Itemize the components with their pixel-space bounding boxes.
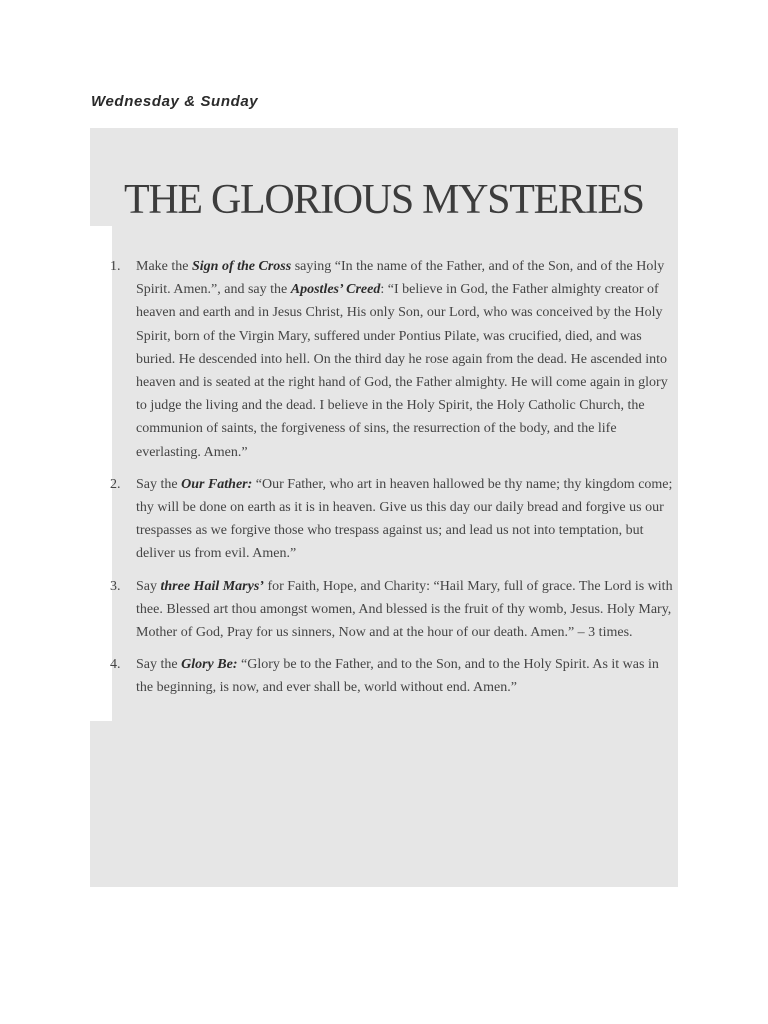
panel-notch <box>90 226 112 721</box>
step-number: 1. <box>110 259 121 274</box>
emphasis-three-hail-marys: three Hail Marys’ <box>160 578 264 594</box>
step-number: 2. <box>110 476 121 492</box>
emphasis-our-father: Our Father: <box>181 476 253 492</box>
step-number: 3. <box>110 578 121 594</box>
step-text: Say the Our Father: “Our Father, who art in heaven hallowed be thy name; thy kingdom come; thy will be done on earth as it is in heaven. Give us this day our daily bread and forgive us our trespasses as we forgive those who trespass against us; and lead us not into temptation, but deliver us from evil. Amen.” <box>136 476 673 562</box>
emphasis-sign-of-the-cross: Sign of the Cross <box>191 259 292 274</box>
step-number: 4. <box>110 657 121 673</box>
list-item <box>110 575 675 645</box>
list-item <box>110 473 675 566</box>
page-title: THE GLORIOUS MYSTERIES <box>124 177 644 223</box>
step-text: Say the Glory Be: “Glory be to the Father, and to the Son, and to the Holy Spirit. As it was in the beginning, is now, and ever shall be, world without end. Amen.” <box>136 657 659 696</box>
step-text: Say three Hail Marys’ for Faith, Hope, and Charity: “Hail Mary, full of grace. The Lord is with thee. Blessed art thou amongst women, And blessed is the fruit of thy womb, Jesus. Holy Mary, Mother of God, Pray for us sinners, Now and at the hour of our death. Amen.” – 3 times. <box>136 578 673 641</box>
emphasis-glory-be: Glory Be: <box>181 657 238 673</box>
list-item <box>110 653 675 699</box>
day-heading: Wednesday & Sunday <box>91 93 259 110</box>
step-text: Make the Sign of the Cross saying “In the name of the Father, and of the Son, and of the Holy Spirit. Amen.”, and say the Apostles’ Creed: “I believe in God, the Father almighty creator of heaven and earth and in Jesus Christ, His only Son, our Lord, who was conceived by the Holy Spirit, born of the Virgin Mary, suffered under Pontius Pilate, was crucified, died, and was buried. He descended into hell. On the third day he rose again from the dead. He ascended into heaven and is seated at the right hand of God, the Father almighty. He will come again in glory to judge the living and the dead. I believe in the Holy Spirit, the Holy Catholic Church, the communion of saints, the forgiveness of sins, the resurrection of the body, and the life everlasting. Amen.” <box>136 259 668 460</box>
emphasis-apostles-creed: Apostles’ Creed <box>290 282 381 298</box>
prayer-steps-list <box>110 255 675 709</box>
list-item <box>110 255 675 464</box>
